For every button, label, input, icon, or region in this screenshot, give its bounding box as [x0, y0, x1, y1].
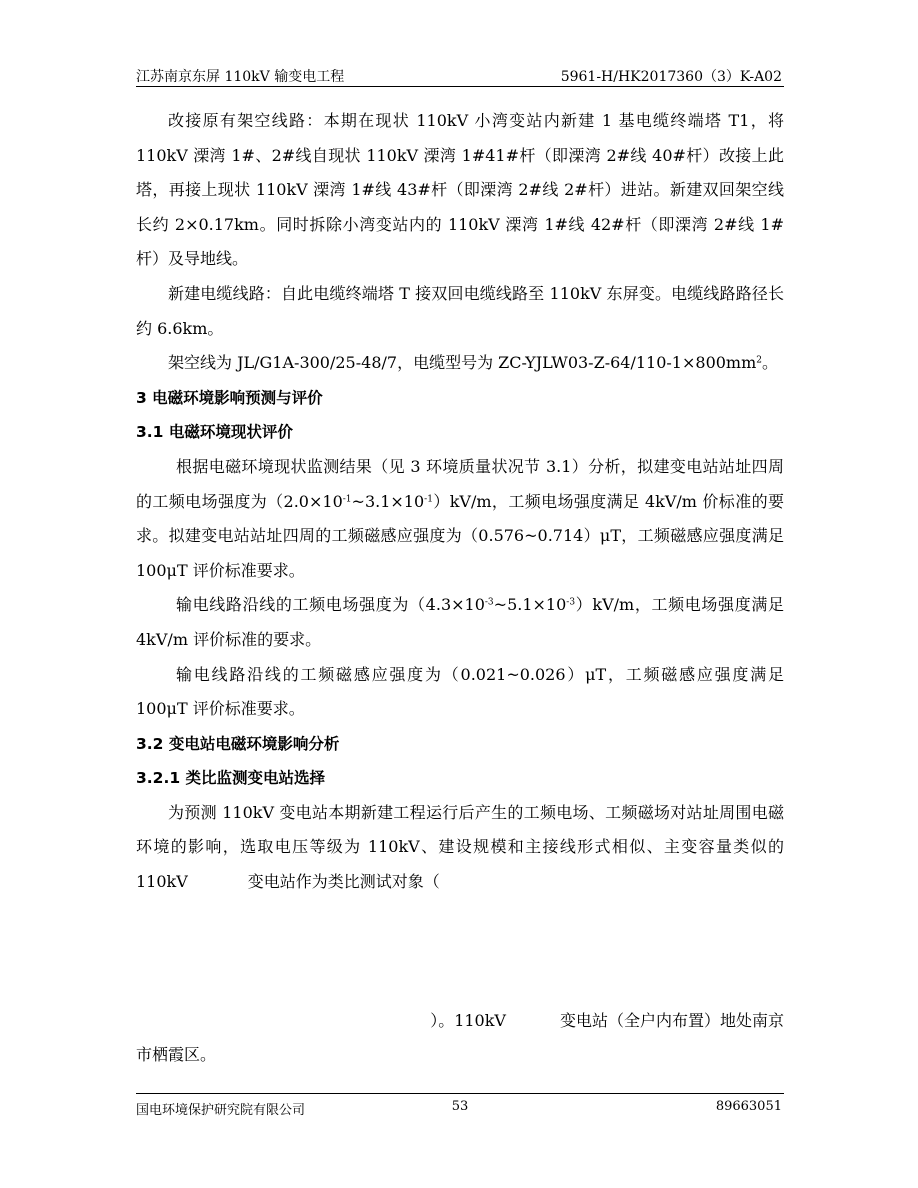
- page-footer: [136, 1093, 784, 1118]
- page-body: [136, 104, 784, 1073]
- section-heading-3-1: 3.1 电磁环境现状评价: [136, 423, 293, 442]
- footer-organization: 国电环境保护研究院有限公司: [136, 1103, 306, 1118]
- text-part: ）。110kV: [430, 1010, 506, 1030]
- header-project-title: 江苏南京东屏 110kV 输变电工程: [136, 69, 345, 85]
- superscript: -1: [424, 494, 433, 505]
- superscript: 2: [756, 355, 763, 366]
- paragraph-district: 市栖霞区。: [136, 1045, 217, 1065]
- text-part: 输电线路沿线的工频电场强度为（4.3×10: [176, 595, 485, 615]
- text-part: 为预测 110kV 变电站本期新建工程运行后产生的工频电场、工频磁场对站址周围电磁环境的影响，选取电压等级为 110kV、建设规模和主接线形式相似、主变容量类似的 110kV: [136, 802, 784, 892]
- text-part: ~5.1×10: [493, 595, 567, 615]
- footer-page-number: 53: [451, 1099, 469, 1114]
- text-part: ~3.1×10: [351, 491, 425, 511]
- text-part: 变电站（全户内布置）地处南京: [559, 1010, 784, 1030]
- section-heading-3: 3 电磁环境影响预测与评价: [136, 388, 323, 407]
- conductor-text-end: 。: [762, 353, 779, 373]
- text-part: 变电站作为类比测试对象（: [247, 872, 440, 892]
- footer-phone: 89663051: [715, 1099, 782, 1114]
- paragraph-line-electric-field: [136, 588, 784, 657]
- conductor-text: 架空线为 JL/G1A-300/25-48/7，电缆型号为 ZC-YJLW03-Z-64/110-1×800mm: [168, 353, 757, 373]
- text-part: 根据电磁环境现状监测结果（见 3 环境质量状况节 3.1）分析，拟建变电站站址四周的工频电场强度为（2.0×10: [136, 456, 784, 511]
- section-heading-3-2-1: 3.2.1 类比监测变电站选择: [136, 769, 326, 788]
- paragraph-conductor-type: [136, 346, 784, 381]
- page-header: [136, 64, 784, 87]
- section-heading-3-2: 3.2 变电站电磁环境影响分析: [136, 734, 340, 753]
- paragraph-analog-location: [136, 1004, 784, 1039]
- superscript: -3: [566, 597, 576, 608]
- superscript: -1: [342, 494, 352, 505]
- paragraph-overhead-line: 改接原有架空线路：本期在现状 110kV 小湾变站内新建 1 基电缆终端塔 T1，将 110kV 溧湾 1#、2#线自现状 110kV 溧湾 1#41#杆（即溧湾 2#线 40#杆）改接上此塔，再接上现状 110kV 溧湾 1#线 43#杆（即溧湾 2#线 2#杆）进站。新建双回架空线长约 2×0.17km。同时拆除小湾变站内的 110kV 溧湾 1#线 42#杆（即溧湾 2#线 1#杆）及导地线。: [136, 111, 784, 269]
- header-document-code: 5961-H/HK2017360（3）K-A02: [560, 69, 782, 85]
- redacted-block: [136, 900, 784, 1004]
- paragraph-cable-line: 新建电缆线路：自此电缆终端塔 T 接双回电缆线路至 110kV 东屏变。电缆线路路径长约 6.6km。: [136, 283, 784, 338]
- paragraph-analog-selection: [136, 796, 784, 900]
- superscript: -3: [484, 597, 494, 608]
- text-part: ）kV/m，工频电场强度满足 4kV/m 价标准的要求。拟建变电站站址四周的工频磁感应强度为（0.576~0.714）μT，工频磁感应强度满足 100μT 评价标准要求。: [136, 491, 784, 580]
- text-part: ）kV/m，工频电场强度满足 4kV/m 评价标准的要求。: [136, 595, 784, 649]
- paragraph-status-evaluation: [136, 450, 784, 588]
- paragraph-line-magnetic-field: 输电线路沿线的工频磁感应强度为（0.021~0.026）μT，工频磁感应强度满足 100μT 评价标准要求。: [136, 664, 784, 719]
